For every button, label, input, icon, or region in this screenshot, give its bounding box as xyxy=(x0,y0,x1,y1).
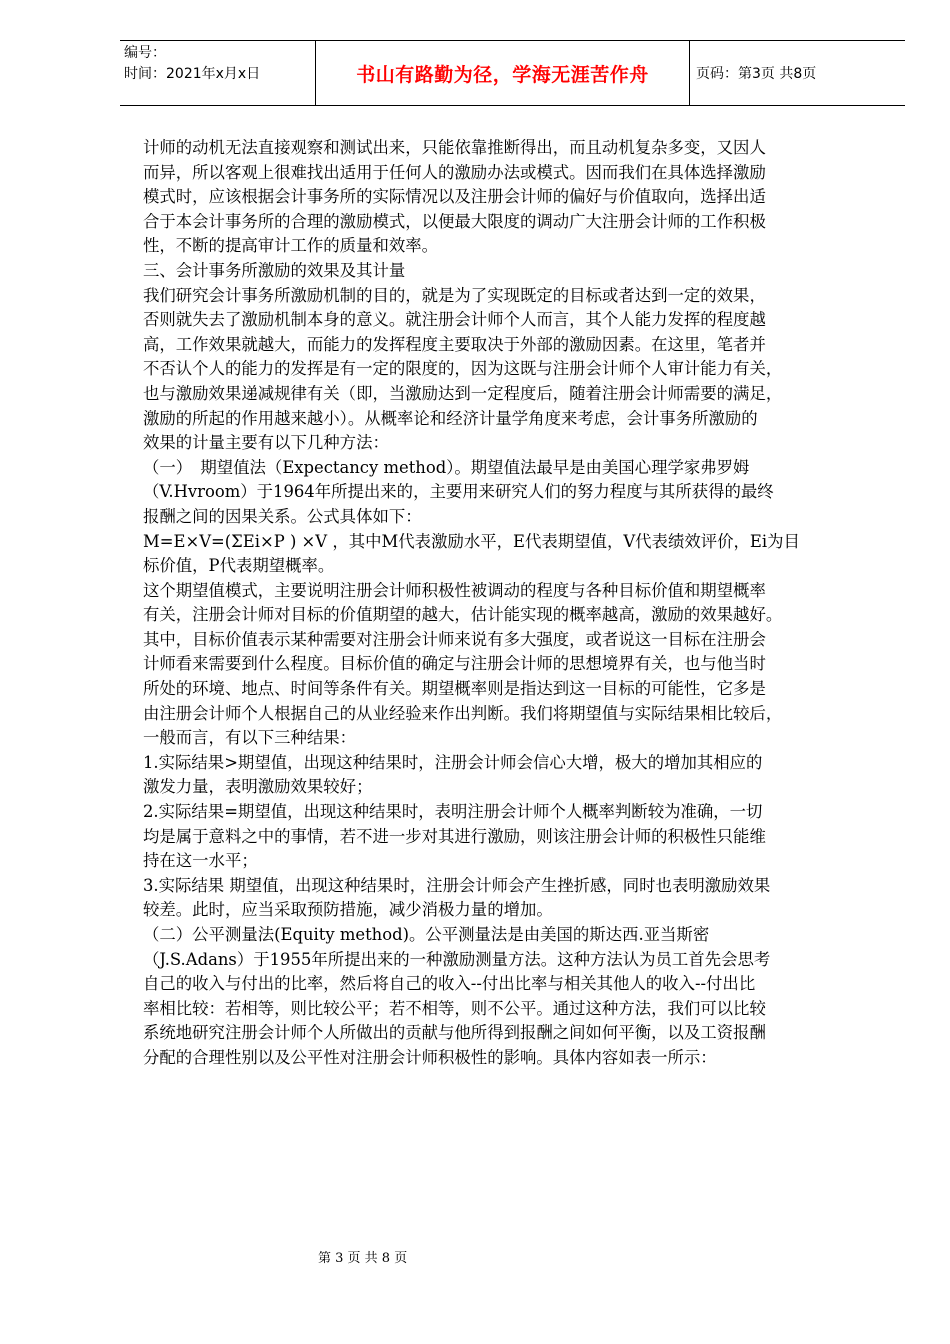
page-footer: 第 3 页 共 8 页 xyxy=(318,1251,408,1266)
text-line: 也与激励效果递减规律有关（即，当激励达到一定程度后，随着注册会计师需要的满足， xyxy=(143,383,783,403)
text-line: 由注册会计师个人根据自己的从业经验来作出判断。我们将期望值与实际结果相比较后， xyxy=(143,703,783,723)
text-line: 性，不断的提高审计工作的质量和效率。 xyxy=(143,236,439,256)
text-line: 我们研究会计事务所激励机制的目的，就是为了实现既定的目标或者达到一定的效果， xyxy=(143,285,766,305)
text-line: 激发力量，表明激励效果较好； xyxy=(143,777,373,797)
document-date: 时间：2021年x月x日 xyxy=(124,66,261,82)
text-line: 持在这一水平； xyxy=(143,851,258,871)
text-line: （V.Hvroom）于1964年所提出来的，主要用来研究人们的努力程度与其所获得的最终 xyxy=(143,482,774,502)
text-line: 不否认个人的能力的发挥是有一定的限度的，因为这既与注册会计师个人审计能力有关， xyxy=(143,359,783,379)
text-line: 激励的所起的作用越来越小）。从概率论和经济计量学角度来考虑，会计事务所激励的 xyxy=(143,408,758,428)
text-line: 均是属于意料之中的事情，若不进一步对其进行激励，则该注册会计师的积极性只能维 xyxy=(143,826,766,846)
text-line: （一） 期望值法（Expectancy method）。期望值法最早是由美国心理学家弗罗姆 xyxy=(143,457,750,477)
header-meta xyxy=(120,41,316,105)
text-line: （二）公平测量法(Equity method)。公平测量法是由美国的斯达西.亚当斯密 xyxy=(143,925,710,944)
formula-line: M=E×V=(ΣEi×P ) ×V ，其中M代表激励水平，E代表期望值，V代表绩效评价，Ei为目 xyxy=(143,531,800,551)
text-line: 率相比较：若相等，则比较公平；若不相等，则不公平。通过这种方法，我们可以比较 xyxy=(143,998,766,1018)
text-line: 3.实际结果 期望值，出现这种结果时，注册会计师会产生挫折感，同时也表明激励效果 xyxy=(143,875,771,895)
text-line: 效果的计量主要有以下几种方法： xyxy=(143,433,389,453)
text-line: 2.实际结果=期望值，出现这种结果时，表明注册会计师个人概率判断较为准确，一切 xyxy=(143,802,763,822)
text-line: 系统地研究注册会计师个人所做出的贡献与他所得到报酬之间如何平衡，以及工资报酬 xyxy=(143,1023,766,1043)
text-line: 而异，所以客观上很难找出适用于任何人的激励办法或模式。因而我们在具体选择激励 xyxy=(143,162,766,182)
text-line: 有关，注册会计师对目标的价值期望的越大，估计能实现的概率越高，激励的效果越好。 xyxy=(143,605,783,625)
text-line: 分配的合理性别以及公平性对注册会计师积极性的影响。具体内容如表一所示： xyxy=(143,1047,717,1067)
text-line: 报酬之间的因果关系。公式具体如下： xyxy=(143,506,422,526)
text-line: 计师的动机无法直接观察和测试出来，只能依靠推断得出，而且动机复杂多变，又因人 xyxy=(143,138,766,157)
text-line: 模式时，应该根据会计事务所的实际情况以及注册会计师的偏好与价值取向，选择出适 xyxy=(143,187,766,207)
section-heading: 三、会计事务所激励的效果及其计量 xyxy=(143,260,406,280)
text-line: 标价值，P代表期望概率。 xyxy=(143,556,335,576)
text-line: 其中，目标价值表示某种需要对注册会计师来说有多大强度，或者说这一目标在注册会 xyxy=(143,629,766,649)
body-text xyxy=(143,136,883,1071)
header-motto: 书山有路勤为径，学海无涯苦作舟 xyxy=(316,41,690,105)
text-line: 1.实际结果>期望值，出现这种结果时，注册会计师会信心大增，极大的增加其相应的 xyxy=(143,752,763,772)
text-line: （J.S.Adans）于1955年所提出来的一种激励测量方法。这种方法认为员工首先会思考 xyxy=(143,949,771,969)
page-header xyxy=(120,40,905,106)
text-line: 高，工作效果就越大，而能力的发挥程度主要取决于外部的激励因素。在这里，笔者并 xyxy=(143,334,766,354)
text-line: 自己的收入与付出的比率，然后将自己的收入--付出比率与相关其他人的收入--付出比 xyxy=(143,974,756,994)
text-line: 一般而言，有以下三种结果： xyxy=(143,728,357,748)
document-number-label: 编号： xyxy=(124,45,166,61)
text-line: 合于本会计事务所的合理的激励模式，以便最大限度的调动广大注册会计师的工作积极 xyxy=(143,211,766,231)
text-line: 计师看来需要到什么程度。目标价值的确定与注册会计师的思想境界有关，也与他当时 xyxy=(143,654,766,674)
text-line: 所处的环境、地点、时间等条件有关。期望概率则是指达到这一目标的可能性，它多是 xyxy=(143,679,766,699)
text-line: 否则就失去了激励机制本身的意义。就注册会计师个人而言，其个人能力发挥的程度越 xyxy=(143,310,766,330)
header-page-number: 页码：第3页 共8页 xyxy=(696,66,817,82)
text-line: 较差。此时，应当采取预防措施，减少消极力量的增加。 xyxy=(143,900,553,920)
text-line: 这个期望值模式，主要说明注册会计师积极性被调动的程度与各种目标价值和期望概率 xyxy=(143,580,766,600)
